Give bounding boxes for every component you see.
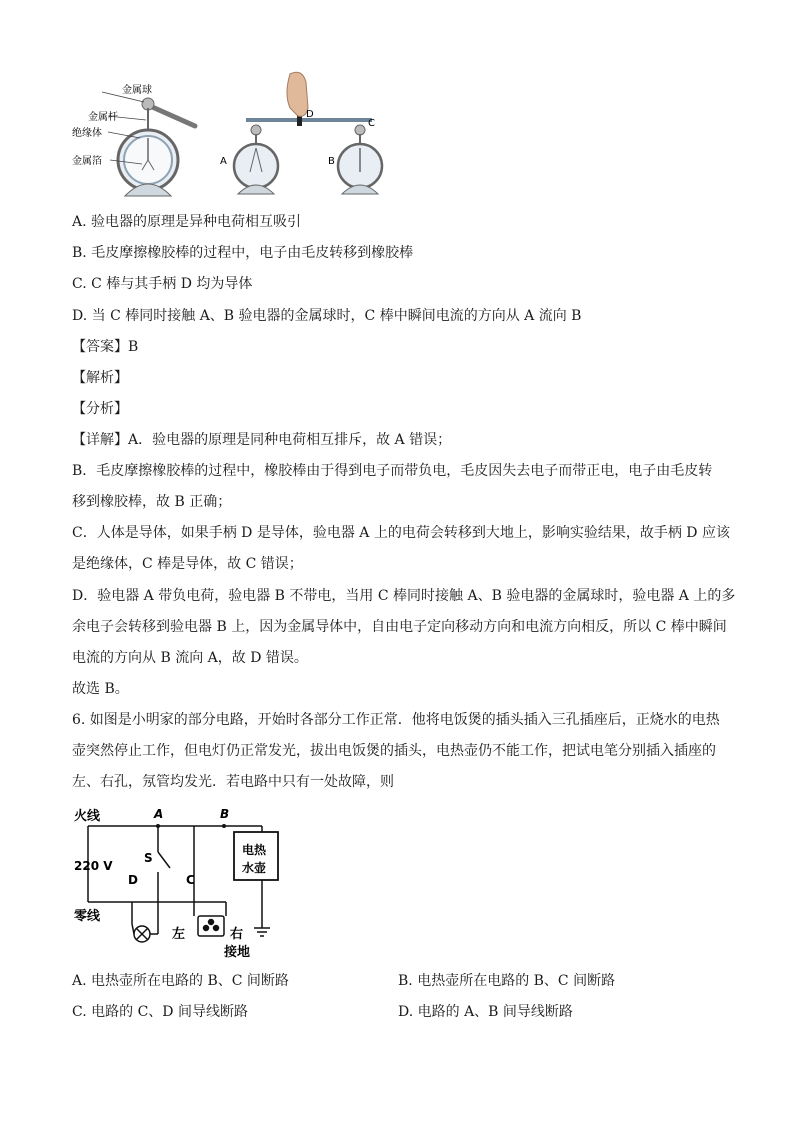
label-socket-left: 左 bbox=[172, 927, 186, 942]
q6-stem-line2: 壶突然停止工作，但电灯仍正常发光，拔出电饭煲的插头，电热壶仍不能工作，把试电笔分别插入插座的 bbox=[72, 743, 716, 759]
label-point-c: C bbox=[186, 873, 195, 887]
q5-analysis-subheading: 【分析】 bbox=[72, 401, 128, 417]
q6-option-a: A. 电热壶所在电路的 B、C 间断路 bbox=[72, 973, 289, 989]
label-d: D bbox=[306, 109, 314, 120]
label-voltage: 220 V bbox=[74, 859, 113, 873]
q5-answer: 【答案】B bbox=[72, 339, 139, 355]
q5-detail-d-line2: 余电子会转移到验电器 B 上，因为金属导体中，自由电子定向移动方向和电流方向相反，所以 C 棒中瞬间 bbox=[72, 619, 727, 635]
label-b: B bbox=[328, 156, 335, 167]
label-kettle-line2: 水壶 bbox=[242, 861, 267, 875]
q5-detail-b-line2: 移到橡胶棒，故 B 正确； bbox=[72, 494, 232, 510]
label-insulator: 绝缘体 bbox=[72, 128, 102, 139]
rod-c-with-hand bbox=[246, 72, 375, 129]
node-a bbox=[156, 824, 160, 828]
label-node-a: A bbox=[154, 807, 164, 821]
electroscope-figure bbox=[70, 68, 400, 198]
q5-detail-d-line1: D．验电器 A 带负电荷，验电器 B 不带电，当用 C 棒同时接触 A、B 验电器的金属球时，验电器 A 上的多 bbox=[72, 588, 736, 604]
q5-analysis-heading: 【解析】 bbox=[72, 370, 128, 386]
q5-option-b: B. 毛皮摩擦橡胶棒的过程中，电子由毛皮转移到橡胶棒 bbox=[72, 245, 414, 261]
household-circuit-diagram bbox=[74, 804, 284, 962]
label-node-b: B bbox=[220, 807, 230, 821]
q5-detail-d-line3: 电流的方向从 B 流向 A，故 D 错误。 bbox=[72, 650, 308, 666]
electroscope-b bbox=[328, 125, 382, 194]
label-point-d: D bbox=[128, 873, 138, 887]
label-neutral-wire: 零线 bbox=[74, 909, 101, 924]
q6-stem-line1: 6. 如图是小明家的部分电路，开始时各部分工作正常．他将电饭煲的插头插入三孔插座后，正烧水的电热 bbox=[72, 712, 720, 728]
electroscope-a bbox=[220, 125, 278, 194]
label-foil: 金属箔 bbox=[72, 156, 102, 167]
q6-stem-line3: 左、右孔，氖管均发光．若电路中只有一处故障，则 bbox=[72, 774, 394, 790]
q5-conclusion: 故选 B。 bbox=[72, 681, 129, 697]
q5-detail-c-line2: 是绝缘体，C 棒是导体，故 C 错误； bbox=[72, 556, 303, 572]
label-a: A bbox=[220, 156, 227, 167]
label-ball: 金属球 bbox=[122, 85, 152, 96]
label-rod: 金属杆 bbox=[88, 112, 118, 123]
label-c: C bbox=[368, 118, 375, 129]
label-socket-right: 右 bbox=[230, 927, 244, 942]
q5-option-a: A. 验电器的原理是异种电荷相互吸引 bbox=[72, 214, 302, 230]
label-switch-s: S bbox=[144, 851, 153, 865]
q5-option-d: D. 当 C 棒同时接触 A、B 验电器的金属球时，C 棒中瞬间电流的方向从 A 流向 B bbox=[72, 308, 582, 324]
node-b bbox=[222, 824, 226, 828]
q6-option-c: C. 电路的 C、D 间导线断路 bbox=[72, 1004, 248, 1020]
q5-detail-c-line1: C．人体是导体，如果手柄 D 是导体，验电器 A 上的电荷会转移到大地上，影响实验结果，故手柄 D 应该 bbox=[72, 525, 730, 541]
q5-detail-a: 【详解】A．验电器的原理是同种电荷相互排斥，故 A 错误； bbox=[72, 432, 452, 448]
q6-option-b: B. 电热壶所在电路的 B、C 间断路 bbox=[398, 973, 616, 989]
q5-option-c: C. C 棒与其手柄 D 均为导体 bbox=[72, 276, 253, 292]
label-ground: 接地 bbox=[224, 945, 251, 960]
q5-detail-b-line1: B．毛皮摩擦橡胶棒的过程中，橡胶棒由于得到电子而带负电，毛皮因失去电子而带正电，电子由毛皮转 bbox=[72, 463, 713, 479]
electroscope-labeled bbox=[72, 83, 195, 196]
q6-option-d: D. 电路的 A、B 间导线断路 bbox=[398, 1004, 573, 1020]
label-kettle-line1: 电热 bbox=[242, 843, 267, 857]
label-live-wire: 火线 bbox=[74, 809, 101, 824]
